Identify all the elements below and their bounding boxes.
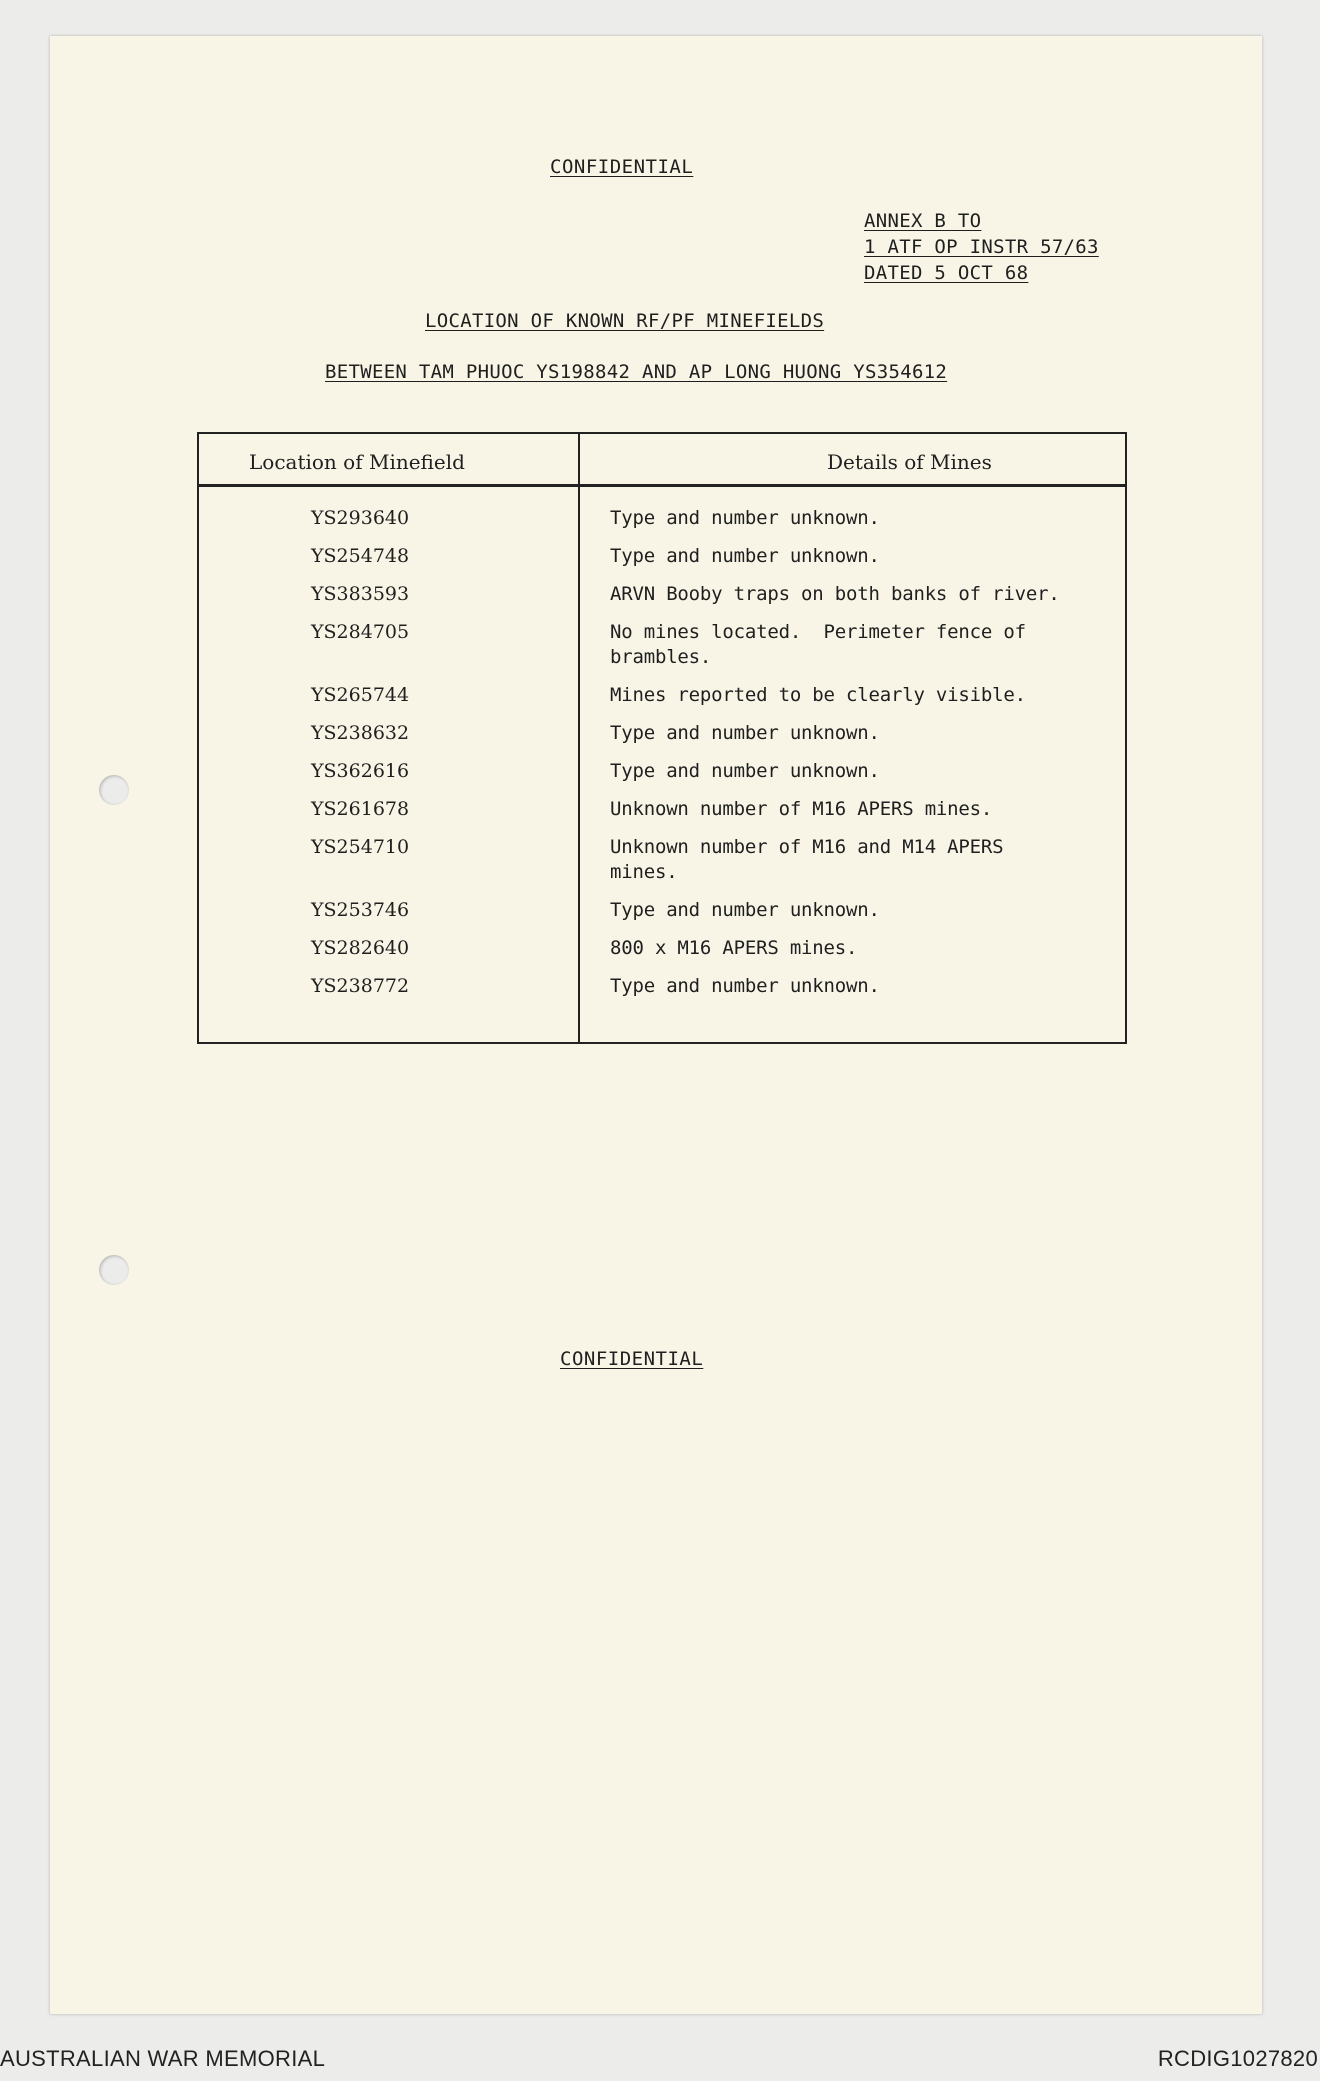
annex-line: 1 ATF OP INSTR 57/63 (864, 236, 1099, 258)
row-details: No mines located. Perimeter fence of brambles. (610, 621, 1026, 668)
row-details: 800 x M16 APERS mines. (610, 937, 858, 959)
column-divider (578, 434, 580, 1042)
row-details: Unknown number of M16 and M14 APERS mines. (610, 836, 1004, 883)
document-subtitle (50, 361, 1262, 383)
row-location: YS254748 (311, 545, 410, 567)
row-details: Type and number unknown. (610, 899, 880, 921)
header-divider (199, 484, 1125, 487)
row-location: YS253746 (311, 899, 410, 921)
minefield-table (197, 432, 1127, 1044)
annex-line: ANNEX B TO (864, 210, 982, 232)
punch-hole (99, 1255, 129, 1285)
row-location: YS238632 (311, 722, 410, 744)
document-title (50, 310, 1262, 332)
classification-bottom: CONFIDENTIAL (560, 1348, 704, 1370)
row-location: YS362616 (311, 760, 410, 782)
title-text: LOCATION OF KNOWN RF/PF MINEFIELDS (425, 310, 825, 332)
row-location: YS284705 (311, 621, 410, 643)
annex-line: DATED 5 OCT 68 (864, 262, 1029, 284)
row-location: YS261678 (311, 798, 410, 820)
row-details: Unknown number of M16 APERS mines. (610, 798, 993, 820)
row-location: YS383593 (311, 583, 410, 605)
row-details: Type and number unknown. (610, 507, 880, 529)
row-location: YS293640 (311, 507, 410, 529)
column-header-details: Details of Mines (827, 450, 992, 474)
punch-hole (99, 775, 129, 805)
row-details: Type and number unknown. (610, 760, 880, 782)
row-details: Mines reported to be clearly visible. (610, 684, 1026, 706)
archive-watermark-left: AUSTRALIAN WAR MEMORIAL (0, 2046, 326, 2071)
row-details: ARVN Booby traps on both banks of river. (610, 583, 1060, 605)
row-location: YS265744 (311, 684, 410, 706)
row-details: Type and number unknown. (610, 722, 880, 744)
row-details: Type and number unknown. (610, 545, 880, 567)
row-location: YS282640 (311, 937, 410, 959)
archive-watermark-right: RCDIG1027820 (1157, 2046, 1318, 2071)
document-page (50, 36, 1262, 2014)
row-details: Type and number unknown. (610, 975, 880, 997)
row-location: YS238772 (311, 975, 410, 997)
column-header-location: Location of Minefield (249, 450, 465, 474)
row-location: YS254710 (311, 836, 410, 858)
annex-reference (864, 208, 1099, 286)
subtitle-text: BETWEEN TAM PHUOC YS198842 AND AP LONG HUONG YS354612 (325, 361, 948, 383)
classification-top: CONFIDENTIAL (550, 156, 694, 178)
